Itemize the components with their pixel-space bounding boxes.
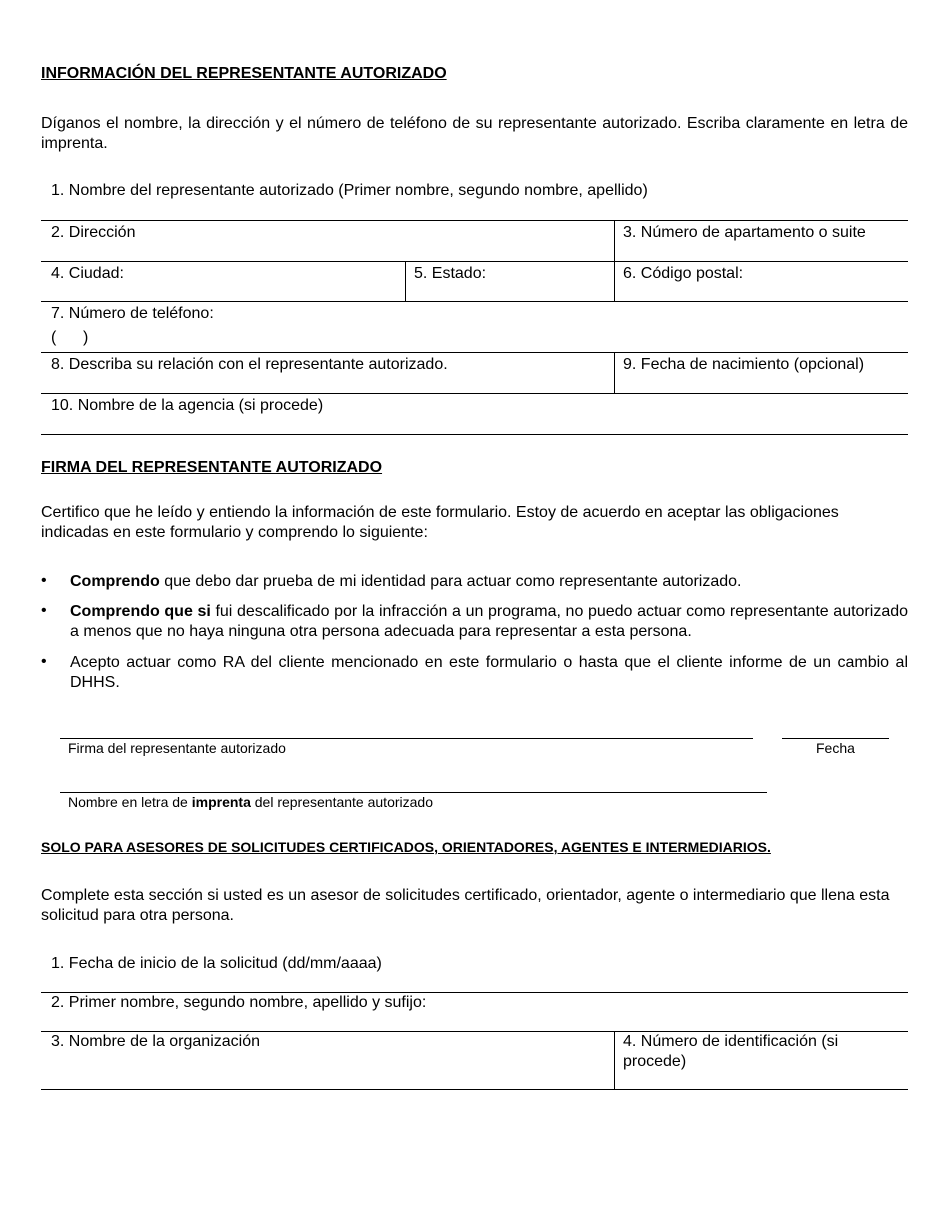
table-divider: [405, 261, 406, 301]
field-label-relationship: 8. Describa su relación con el representante autorizado.: [51, 356, 448, 373]
print-name-line[interactable]: [60, 792, 767, 793]
section-intro: Complete esta sección si usted es un asesor de solicitudes certificado, orientador, agente o intermediario que llena esta solicitud para otra persona.: [41, 887, 890, 924]
print-name-label-bold: imprenta: [191, 794, 251, 810]
field-label-full-name: 2. Primer nombre, segundo nombre, apellido y sufijo:: [51, 994, 427, 1011]
field-label-agency: 10. Nombre de la agencia (si procede): [51, 397, 324, 414]
field-label-birthdate: 9. Fecha de nacimiento (opcional): [623, 356, 865, 373]
list-item-bold: Comprendo: [70, 573, 160, 590]
field-label-phone: 7. Número de teléfono:: [51, 305, 214, 322]
list-item-text: fui descalificado por la infracción a un programa, no puedo actuar como representante autorizado a menos que no haya ninguna otra persona adecuada para representar a esta persona.: [70, 603, 909, 640]
section-intro: Díganos el nombre, la dirección y el número de teléfono de su representante autorizado. Escriba claramente en letra de imprenta.: [41, 115, 908, 152]
list-item-bold: Comprendo que si: [70, 603, 211, 620]
bullet-icon: •: [41, 572, 47, 589]
table-divider: [614, 220, 615, 301]
print-name-label: [68, 794, 433, 810]
list-item: [70, 653, 908, 693]
list-item-text: que debo dar prueba de mi identidad para actuar como representante autorizado.: [159, 573, 742, 590]
field-label-state: 5. Estado:: [414, 265, 487, 282]
field-label-organization: 3. Nombre de la organización: [51, 1033, 261, 1050]
section-heading-signature: FIRMA DEL REPRESENTANTE AUTORIZADO: [41, 459, 383, 476]
list-item-text: Acepto actuar como RA del cliente mencionado en este formulario o hasta que el cliente informe de un cambio al DHHS.: [70, 654, 908, 691]
field-label-start-date: 1. Fecha de inicio de la solicitud (dd/mm/aaaa): [51, 955, 382, 972]
table-rule: [41, 261, 908, 262]
table-rule: [41, 301, 908, 302]
section-heading-assisters: SOLO PARA ASESORES DE SOLICITUDES CERTIFICADOS, ORIENTADORES, AGENTES E INTERMEDIARIOS.: [41, 839, 771, 855]
table-rule: [41, 352, 908, 353]
print-name-label-post: del representante autorizado: [250, 794, 433, 810]
field-label-apartment: 3. Número de apartamento o suite: [623, 224, 866, 241]
table-rule: [41, 393, 908, 394]
field-label-id-number: 4. Número de identificación (si procede): [623, 1033, 839, 1070]
signature-label: Firma del representante autorizado: [68, 740, 286, 756]
date-label: Fecha: [816, 740, 855, 756]
field-label-city: 4. Ciudad:: [51, 265, 124, 282]
field-label-zip: 6. Código postal:: [623, 265, 744, 282]
date-line[interactable]: [782, 738, 889, 739]
print-name-label-pre: Nombre en letra de: [68, 794, 192, 810]
table-rule: [41, 220, 908, 221]
table-divider: [614, 1031, 615, 1089]
table-rule: [41, 434, 908, 435]
table-rule: [41, 1089, 908, 1090]
field-label-address: 2. Dirección: [51, 224, 136, 241]
table-divider: [614, 352, 615, 393]
bullet-icon: •: [41, 653, 47, 670]
section-heading-representative-info: INFORMACIÓN DEL REPRESENTANTE AUTORIZADO: [41, 65, 447, 82]
list-item: [70, 572, 908, 592]
signature-line[interactable]: [60, 738, 753, 739]
bullet-icon: •: [41, 602, 47, 619]
list-item: [70, 602, 908, 642]
field-phone-area-code[interactable]: ( ): [51, 329, 89, 346]
section-intro: Certifico que he leído y entiendo la información de este formulario. Estoy de acuerdo en aceptar las obligaciones indicadas en este formulario y comprendo lo siguiente:: [41, 504, 839, 541]
field-label-name: 1. Nombre del representante autorizado (Primer nombre, segundo nombre, apellido): [51, 182, 648, 199]
